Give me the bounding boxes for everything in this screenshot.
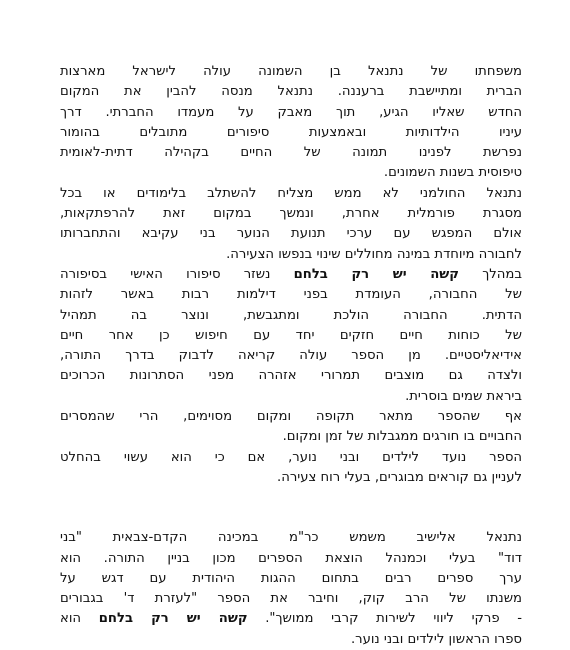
book-back-cover-text [60,62,522,650]
text-line: החבויים בו חורגים ממגבלות של זמן ומקום. [282,429,522,445]
text-segment: - פרקי ליווי לשירות קרבי ממושך". [247,611,523,627]
text-segment: הוא [60,611,99,627]
synopsis-paragraph [60,448,522,489]
text-line: מסגרת פורמלית אחרת, ונמשך במקום זאת להרפתקאות, [60,206,522,222]
text-line: ולצדה גם מוצבים תמרורי אזהרה מפני הסתרונות הכרוכים [60,368,522,384]
text-line [60,609,522,629]
text-line [60,265,522,285]
text-line: נפרשת לפנינו תמונה של החיים בקהילה דתית-לאומית [60,145,522,161]
synopsis-section [60,62,522,488]
text-line: אף שהספר מתאר תקופה ומקום מסוימים, הרי שהמסרים [60,409,522,425]
synopsis-paragraph [60,184,522,265]
text-line: אולם המפגש עם ערכי תנועת הנוער בני עקיבא והתחברותו [60,226,522,242]
text-line: החדש שאליו הגיע, תוך מאבק על מעמדו החברתי. דרך [60,104,522,120]
text-line: משנתו של הרב קוק, וחיבר את הספר "לעזרת ד' בגבורים [60,591,522,607]
text-line: לעניין גם קוראים מבוגרים, בעלי רוח צעירה. [277,469,522,485]
synopsis-paragraph [60,407,522,448]
text-line: ערך ספרים רבים בתחום ההגות היהודית עם דגש על [60,570,522,586]
text-line: משפחתו של נתנאל בן השמונה עולה לישראל מארצות [60,64,522,79]
text-line: ספרו הראשון לילדים ובני נוער. [350,631,522,647]
author-bio-paragraph [60,528,522,650]
text-line: ביראת שמים בוסרית. [405,388,522,404]
text-segment: במהלך [459,266,522,282]
text-line: נתנאל אלישיב משמש כר"מ במכינה הקדם-צבאית "בני [60,530,522,546]
text-line: הברית ומתיישבת ברעננה. נתנאל מנסה להבין את המקום [60,84,522,100]
text-line: אידיאליסטיים. מן הספר עולה קריאה לדבוק בדרך התורה, [60,348,522,364]
text-line: דוד" בעלי וכמנהל הוצאת הספרים מכון בניין התורה. הוא [60,550,522,566]
text-line: הספר נועד לילדים ובני נוער, אם כי הוא עשוי בהחלט [60,449,522,465]
book-title-bold: קשה יש רק בלחם [293,266,459,282]
synopsis-paragraph [60,265,522,407]
text-segment: נשזר סיפורו האישי בסיפורה [60,266,294,282]
text-line: לחבורה מיוחדת במינה מחוללים שינוי בנפשו הצעירה. [226,246,522,262]
text-line: הדתית. החבורה הולכת ומתגבשת, ונוצר בה תמהיל [60,307,522,323]
text-line: עיניו הילדותיות ובאמצעות סיפורים מתובלים בהומור [60,124,522,140]
author-bio-section [60,528,522,650]
synopsis-paragraph [60,62,522,184]
section-gap [60,488,522,528]
text-line: של החבורה, העומדת בפני דילמות רבות באשר לזהות [60,287,522,303]
text-line: נתנאל החולמני לא ממש מצליח להשתלב בלימודים או בכל [60,185,522,201]
text-line: טיפוסית בשנות השמונים. [383,165,522,181]
book-title-bold: קשה יש רק בלחם [98,611,248,627]
text-line: של כוחות חיים חזקים יחד עם חיפוש כן אחר חיים [60,327,522,343]
